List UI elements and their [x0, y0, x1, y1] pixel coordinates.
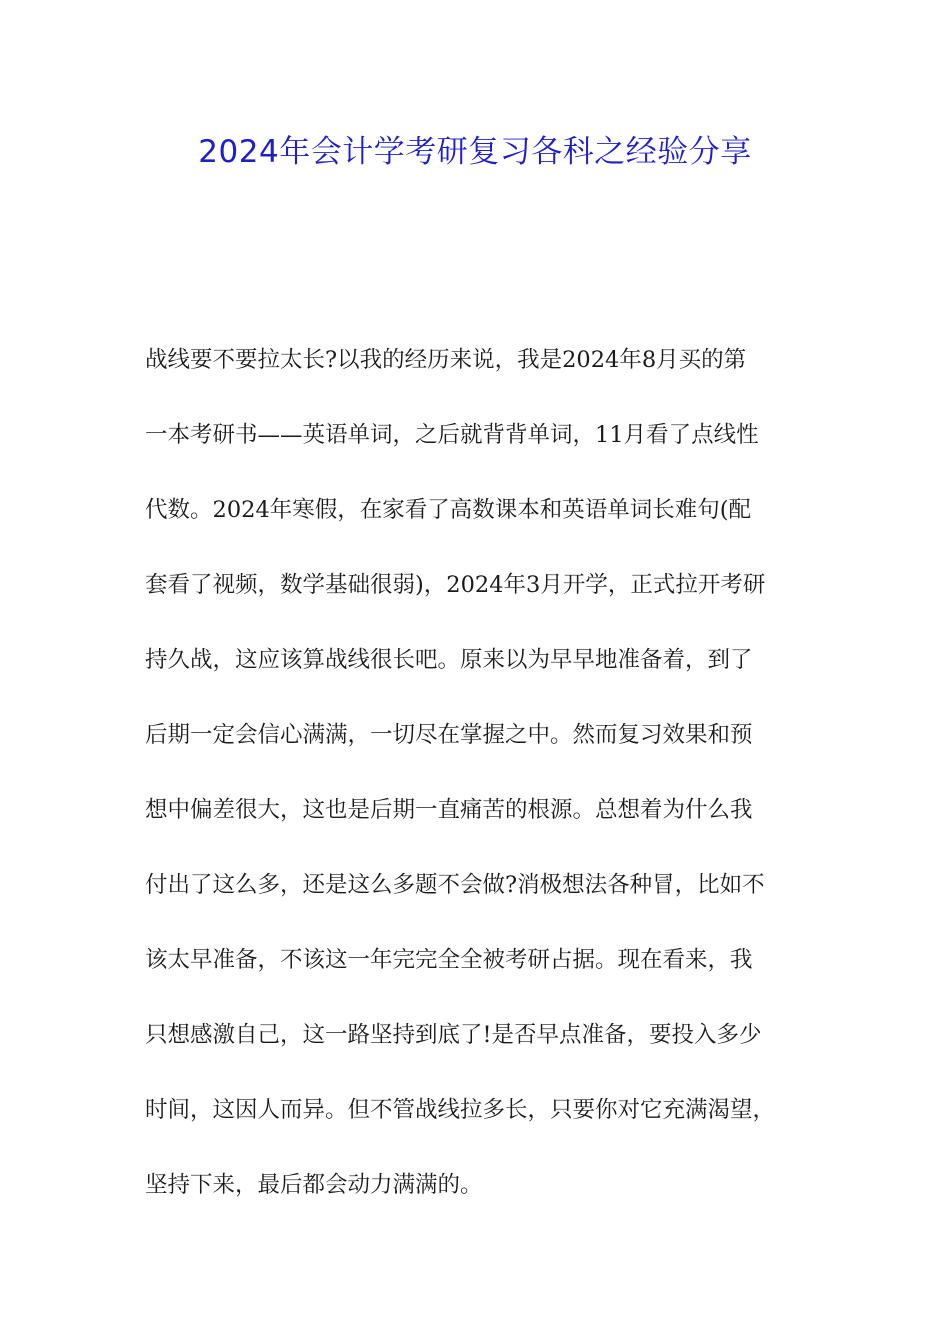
- paragraph-line: 坚持下来，最后都会动力满满的。: [145, 1172, 483, 1198]
- paragraph-line: 只想感激自己，这一路坚持到底了!是否早点准备，要投入多少: [145, 1022, 762, 1048]
- paragraph-line: 代数。2024年寒假，在家看了高数课本和英语单词长难句(配: [145, 497, 752, 523]
- document-body: [145, 338, 815, 1238]
- paragraph-line: 一本考研书——英语单词，之后就背背单词，11月看了点线性: [145, 422, 759, 448]
- paragraph-line: 想中偏差很大，这也是后期一直痛苦的根源。总想着为什么我: [145, 797, 753, 823]
- paragraph-line: 持久战，这应该算战线很长吧。原来以为早早地准备着，到了: [145, 647, 753, 673]
- paragraph-line: 时间，这因人而异。但不管战线拉多长，只要你对它充满渴望，: [145, 1097, 776, 1123]
- paragraph-line: 后期一定会信心满满，一切尽在掌握之中。然而复习效果和预: [145, 722, 753, 748]
- paragraph-line: 战线要不要拉太长?以我的经历来说，我是2024年8月买的第: [145, 347, 747, 373]
- paragraph-line: 套看了视频，数学基础很弱)，2024年3月开学，正式拉开考研: [145, 572, 766, 598]
- document-title: 2024年会计学考研复习各科之经验分享: [198, 134, 752, 170]
- paragraph-line: 付出了这么多，还是这么多题不会做?消极想法各种冒，比如不: [145, 872, 765, 898]
- paragraph-line: 该太早准备，不该这一年完完全全被考研占据。现在看来，我: [145, 947, 753, 973]
